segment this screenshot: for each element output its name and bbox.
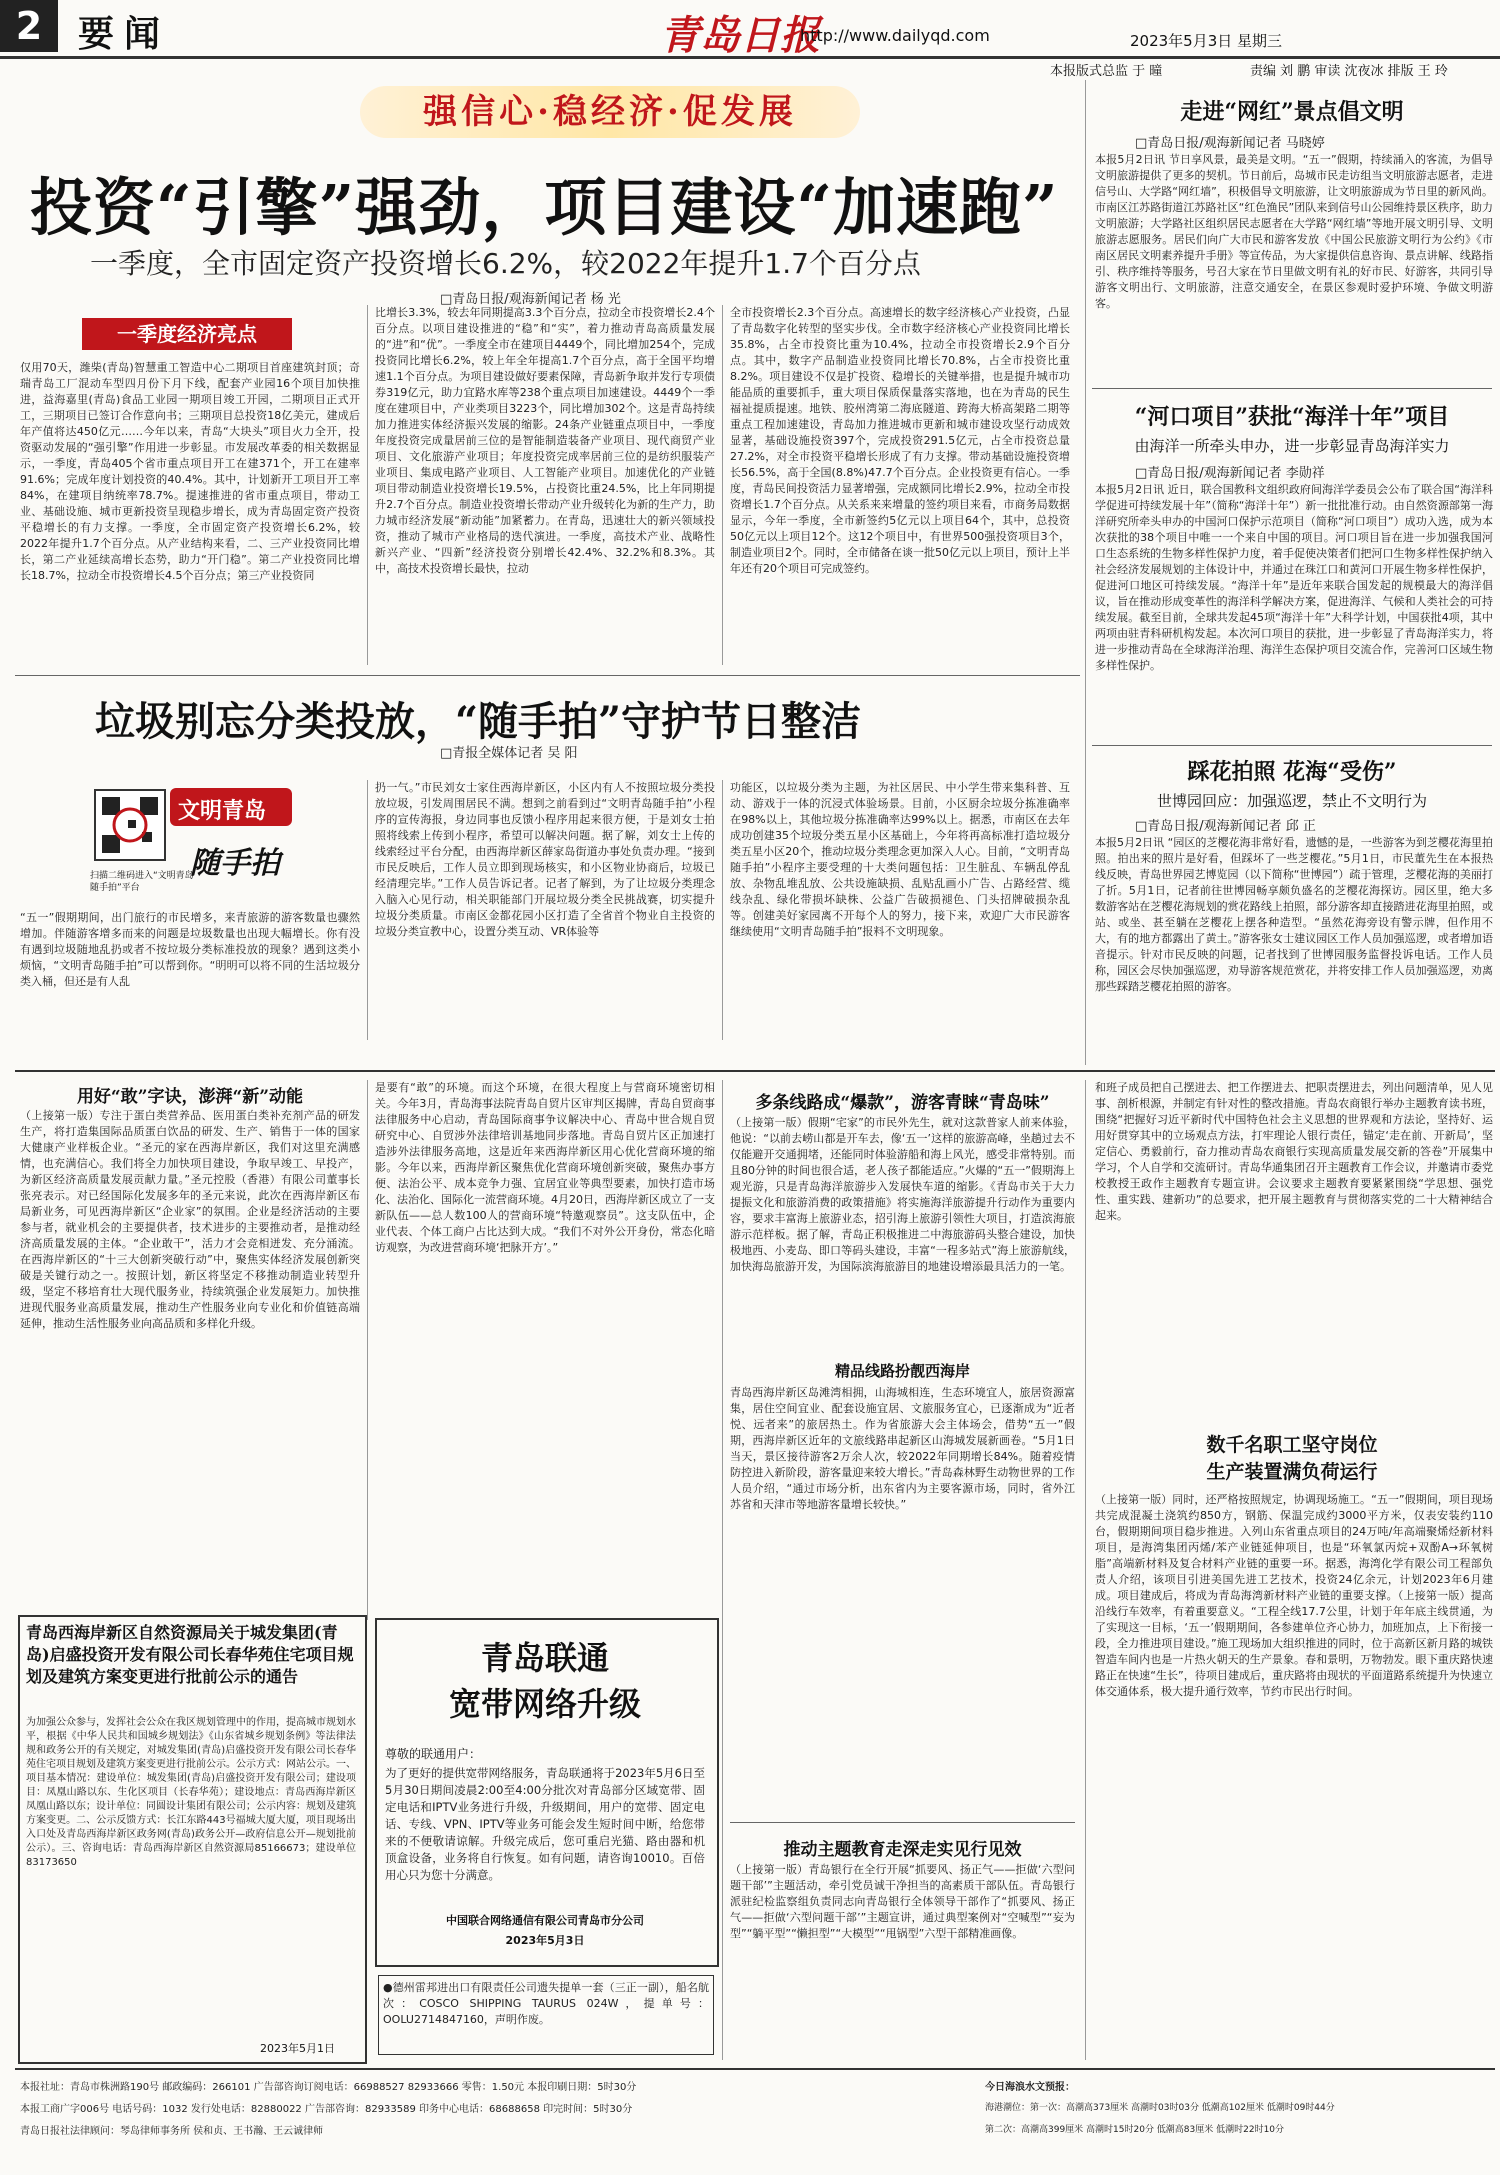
- footer-tide-1: 海港潮位：第一次：高潮高373厘米 高潮时03时03分 低潮高102厘米 低潮时09时44分: [985, 2103, 1335, 2113]
- unicom-ad-body: 为了更好的提供宽带网络服务，青岛联通将于2023年5月6日至5月30日期间凌晨2:00至4:00分批次对青岛部分区域宽带、固定电话和IPTV业务进行升级，升级期间，用户的宽带、固定电话、专线、VPN、IPTV等业务可能会发生短时间中断，给您带来的不便敬请谅解。升级完成后，您可重启光猫、路由器和机顶盒设备，业务将自行恢复。如有问题，请咨询10010。百倍用心只为您十分满意。: [385, 1766, 705, 1882]
- unicom-ad-greeting: 尊敬的联通用户：: [385, 1747, 482, 1761]
- badge-script: 随手拍: [190, 846, 280, 881]
- paper-logo: 青岛日报: [660, 12, 820, 59]
- lost-document-notice: ●德州雷邦进出口有限责任公司遗失提单一套（三正一副），船名航次：COSCO SHIPPING TAURUS 024W，提单号：OOLU2714847160，声明作废。: [378, 1975, 714, 2055]
- unicom-ad-date: 2023年5月3日: [505, 1934, 585, 1947]
- section-name: 要闻: [78, 13, 171, 55]
- garbage-column-1: “五一”假期期间，出门旅行的市民增多，来青旅游的游客数量也骤然增加。伴随游客增多而来的问题是垃圾数量也出现大幅增长。你有没有遇到垃圾随地乱扔或者不按垃圾分类标准投放的现象？遇到这类小烦恼，“文明青岛随手拍”可以帮到你。“明明可以将不同的生活垃圾分类入桶，但还是有人乱: [20, 911, 360, 988]
- website-link[interactable]: http://www.dailyqd.com: [800, 26, 990, 45]
- lower-article-3-title[interactable]: 推动主题教育走深走实见行见效: [783, 1840, 1022, 1860]
- lower-article-2-body: （上接第一版）假期“宅家”的市民外先生，就对这款普家人前来体验，他说：“以前去崂山都是开车去，像‘五一’这样的旅游高峰，坐趟过去不仅能避开交通拥堵，还能同时体验游船和海上风光，感受非常特别。而且80分钟的时间也很合适，老人孩子都能适应。”火爆的“五一”假期海上观光游，只是青岛海洋旅游步入发展快车道的缩影。《青岛市关于大力提振文化和旅游消费的政策措施》将实施海洋旅游提升行动作为重要内容，要求丰富海上旅游业态，招引海上旅游引领性大项目，打造滨海旅游示范样板。据了解，青岛正积极推进二中海旅游码头整合建设，加快极地西、小麦岛、即口等码头建设，丰富“一程多站式”海上旅游航线，加快海岛旅游开发，为国际滨海旅游目的地建设增添最具活力的一笔。: [730, 1116, 1075, 1273]
- garbage-headline[interactable]: 垃圾别忘分类投放，“随手拍”守护节日整洁: [95, 698, 862, 745]
- lower-article-1-title[interactable]: 用好“敢”字诀，澎湃“新”动能: [76, 1087, 304, 1107]
- public-notice-title[interactable]: 青岛西海岸新区自然资源局关于城发集团(青岛)启盛投资开发有限公司长春华苑住宅项目规划及建筑方案变更进行批前公示的通告: [26, 1623, 354, 1686]
- column-divider: [367, 1080, 368, 1620]
- badge-title: 文明青岛: [178, 798, 267, 824]
- column-divider: [722, 780, 723, 1040]
- page-number: 2: [0, 0, 58, 52]
- garbage-byline: □青报全媒体记者 吴 阳: [440, 746, 578, 761]
- footer-tide-2: 第二次：高潮高399厘米 高潮时15时20分 低潮高83厘米 低潮时22时10分: [985, 2125, 1285, 2135]
- unicom-ad-title[interactable]: 青岛联通 宽带网络升级: [448, 1639, 641, 1723]
- section-divider: [15, 1070, 1495, 1072]
- right-article-2-subtitle: 由海洋一所牵头申办，进一步彰显青岛海洋实力: [1134, 437, 1450, 455]
- column-divider: [1085, 1080, 1086, 2060]
- editor-line: 本报版式总监 于 曈: [1050, 64, 1163, 79]
- lead-headline[interactable]: 投资“引擎”强劲，项目建设“加速跑”: [30, 171, 1059, 244]
- section-divider: [1092, 745, 1492, 746]
- right-article-3-byline: □青岛日报/观海新闻记者 邱 正: [1135, 819, 1316, 834]
- right-article-3-title[interactable]: 踩花拍照 花海“受伤”: [1187, 759, 1397, 785]
- lower-article-1-body: （上接第一版）专注于蛋白类营养品、医用蛋白类补充剂产品的研发生产，将打造集国际品质蛋白饮品的研发、生产、销售于一体的国家大健康产业样板企业。“圣元的家在西海岸新区，我们对这里充满感情，也充满信心。我们将全力加快项目建设，争取早竣工、早投产，为新区经济高质量发展贡献力量。”圣元控股（香港）有限公司董事长张亮表示。对已经国际化发展多年的圣元来说，此次在西海岸新区布局新业务，可见西海岸新区“企业家”的氛围。企业是经济活动的主要参与者，就业机会的主要提供者，技术进步的主要推动者，是推动经济高质量发展的主体。“企业敢干”，活力才会竞相迸发、充分涌流。在西海岸新区的“十三大创新突破行动”中，聚焦实体经济发展创新突破是关键行动之一。按照计划，新区将坚定不移推动制造业转型升级，坚定不移培育壮大现代服务业，持续筑强企业发展矩力。加快推进现代服务业高质量发展，推动生产性服务业向专业化和价值链高端延伸，推动生活性服务业向高品质和多样化升级。: [20, 1109, 360, 1330]
- lower-article-3-body: （上接第一版）青岛银行在全行开展“抓要风、扬正气——拒做‘六型问题干部’”主题活动，牵引党员诚干净担当的高素质干部队伍。青岛银行派驻纪检监察组负责同志向青岛银行全体领导干部作了“抓要风、扬正气——拒做‘六型问题干部’”主题宣讲，通过典型案例对“空喊型”“妄为型”“躺平型”“懒担型”“大模型”“甩锅型”六型干部精准画像。: [730, 1863, 1075, 1940]
- editors-credits: 责编 刘 鹏 审读 沈夜冰 排版 王 玲: [1250, 64, 1448, 79]
- right-article-1-byline: □青岛日报/观海新闻记者 马晓婷: [1135, 136, 1325, 151]
- lower-article-2-subtitle: 精品线路扮靓西海岸: [834, 1362, 970, 1380]
- lead-banner: 强信心·稳经济·促发展: [360, 86, 860, 138]
- qr-caption: 扫描二维码进入“文明青岛随手拍”平台: [90, 871, 194, 893]
- lower-article-1-body-2: 是要有“敢”的环境。而这个环境，在很大程度上与营商环境密切相关。今年3月，青岛海事法院青岛自贸片区审判区揭牌，青岛自贸商事法律服务中心启动，青岛国际商事争议解决中心、青岛中世合规自贸研究中心、自贸涉外法律培训基地同步落地。青岛自贸片区正加速打造涉外法律服务高地，这是近年来西海岸新区用心优化营商环境的缩影。今年以来，西海岸新区聚焦优化营商环境创新突破，聚焦办事方便、法治公平、成本竞争力强、宜居宜业等典型要素，加快打造市场化、法治化、国际化一流营商环境。4月20日，西海岸新区成立了一支新队伍——总人数100人的营商环境“特邀观察员”。这支队伍中，企业代表、个体工商户占比达到大成。“我们不对外公开身份，常态化暗访观察，为改进营商环境‘把脉开方’。”: [375, 1081, 715, 1254]
- right-article-2-body: 本报5月2日讯 近日，联合国教科文组织政府间海洋学委员会公布了联合国“海洋科学促进可持续发展十年”（简称“海洋十年”）新一批批准行动。由自然资源部第一海洋研究所牵头申办的中国河口保护示范项目（简称“河口项目”）成功入选，成为本次获批的38个项目中唯一一个来自中国的项目。河口项目旨在进一步加强我国河口生态系统的生物多样性保护力度，着手促使决策者们把河口生物多样性保护纳入社会经济发展规划的主体设计中，并通过在珠江口和黄河口开展生物多样性保护，促进河口地区可持续发展。“海洋十年”是近年来联合国发起的规模最大的海洋倡议，旨在推动形成变革性的海洋科学解决方案，促进海洋、气候和人类社会的可持续发展。截至目前，全球共发起45项“海洋十年”大科学计划，中国获批4项，其中两项由驻青科研机构发起。本次河口项目的获批，进一步彰显了青岛海洋实力，将进一步推动青岛在全球海洋治理、海洋生态保护项目交流合作，完善河口区域生物多样性保护。: [1095, 483, 1493, 672]
- right-article-2-byline: □青岛日报/观海新闻记者 李勋祥: [1135, 466, 1325, 481]
- column-divider: [367, 305, 368, 665]
- lower-article-4-body: 和班子成员把自己摆进去、把工作摆进去、把职责摆进去，列出问题清单，见人见事、剖析根源，并制定有针对性的整改措施。青岛农商银行举办主题教育读书班，围绕“把握好习近平新时代中国特色社会主义思想的世界观和方法论，坚持好、运用好贯穿其中的立场观点方法，打牢理论人银行责任，锚定‘走在前、开新局’，坚定信心、勇毅前行，奋力推动青岛农商银行实现高质量发展交新的答卷”开展集中学习，个人自学和交流研讨。青岛华通集团召开主题教育工作会议，并邀请市委党校教授王政作主题教育专题宣讲。会议要求主题教育要紧紧围绕“学思想、强党性、重实践、建新功”的总要求，把开展主题教育与贯彻落实党的二十大精神结合起来。: [1095, 1081, 1493, 1222]
- column-divider: [367, 780, 368, 1040]
- garbage-column-3: 功能区，以垃圾分类为主题，为社区居民、中小学生带来集科普、互动、游戏于一体的沉浸式体验场景。目前，小区厨余垃圾分拣准确率在98%以上，其他垃圾分拣准确率达99%以上。据悉，市南区在去年成功创建35个垃圾分类五星小区基础上，今年将再高标准打造垃圾分类五星小区20个，推动垃圾分类理念更加深入人心。目前，“文明青岛随手拍”小程序主要受理的十大类问题包括：卫生脏乱、车辆乱停乱放、杂物乱堆乱放、公共设施缺损、乱贴乱画小广告、占路经营、缆线杂乱、绿化带损坏缺株、公益广告破损褪色、门头招牌破损杂乱等。创建美好家园离不开每个人的努力，接下来，欢迎广大市民游客继续使用“文明青岛随手拍”报料不文明现象。: [730, 781, 1070, 938]
- right-article-2-title[interactable]: “河口项目”获批“海洋十年”项目: [1134, 404, 1450, 430]
- right-article-3-body: 本报5月2日讯 “园区的芝樱花海非常好看，遗憾的是，一些游客为到芝樱花海里拍照。拍出来的照片是好看，但踩坏了一些芝樱花。”5月1日，市民董先生在本报热线反映，青岛世界园艺博览园（以下简称“世博园”）疏于管理，芝樱花海的美丽打了折。5月1日，记者前往世博园畅享颇负盛名的芝樱花海探访。园区里，绝大多数游客站在芝樱花海规划的赏花路线上拍照，部分游客却直接踏进花海里拍照，或站、或坐、甚至躺在芝樱花上摆各种造型。“虽然花海旁设有警示牌，但作用不大，有的地方都露出了黄土。”游客张女士建议园区工作人员加强巡逻，或者增加语音提示。针对市民反映的问题，记者找到了世博园服务监督投诉电话。工作人员称，园区会尽快加强巡逻，劝导游客规范赏花，并将安排工作人员加强巡逻，劝离那些踩踏芝樱花拍照的游客。: [1095, 836, 1493, 993]
- column-divider: [722, 1080, 723, 2060]
- lead-subheadline: 一季度，全市固定资产投资增长6.2%，较2022年提升1.7个百分点: [90, 247, 921, 280]
- public-notice-body: 为加强公众参与，发挥社会公众在我区规划管理中的作用，提高城市规划水平，根据《中华人民共和国城乡规划法》《山东省城乡规划条例》等法律法规和政务公开的有关规定，对城发集团(青岛)启盛投资开发有限公司长春华苑住宅项目规划及建筑方案变更进行批前公示。公示方式：网站公示。一、项目基本情况：建设单位：城发集团(青岛)启盛投资开发有限公司；建设项目：凤凰山路以东、生化区项目（长春华苑）；建设地点：青岛西海岸新区凤凰山路以东；设计单位：同圆设计集团有限公司；公示内容：规划及建筑方案变更。二、公示反馈方式：长江东路443号福城大厦大厦，项目现场出入口处及青岛西海岸新区政务网(青岛)政务公开—政府信息公开—规划批前公示）。三、咨询电话：青岛西海岸新区自然资源局85166673；建设单位83173650: [26, 1717, 356, 1868]
- footer-weather-title: 今日海浪水文预报：: [985, 2082, 1075, 2093]
- footer-line-2: 本报工商广字006号 电话号码：1032 发行处电话：82880022 广告部咨询：82933589 印务中心电话：68688658 印完时间：5时30分: [20, 2104, 633, 2115]
- lower-article-2-body-2: 青岛西海岸新区岛滩湾相拥，山海城相连，生态环境宜人，旅居资源富集，居住空间宜业、配套设施宜居、文旅服务宜心，已逐渐成为“近者悦、远者来”的旅居热土。作为省旅游大会主体场会，借势“五一”假期，西海岸新区近年的文旅线路串起新区山海城发展新画卷。“5月1日当天，景区接待游客2万余人次，较2022年同期增长84%。随着疫情防控进入新阶段，游客量迎来较大增长。”青岛森林野生动物世界的工作人员介绍，“通过市场分析，出东省内为主要客源市场，同时，省外江苏省和天津市等地游客量增长较快。”: [730, 1386, 1075, 1511]
- right-article-3-subtitle: 世博园回应：加强巡逻，禁止不文明行为: [1156, 792, 1427, 810]
- section-divider: [730, 1822, 1075, 1823]
- lead-column-3: 全市投资增长2.3个百分点。高速增长的数字经济核心产业投资，凸显了青岛数字化转型的坚实步伐。全市数字经济核心产业投资同比增长35.8%，占全市投资比重为10.4%，拉动全市投资增长2.9个百分点。其中，数字产品制造业投资同比增长70.8%，占全市投资比重8.2%。项目建设不仅是扩投资、稳增长的关键举措，也是提升城市功能品质的重要抓手，重大项目保质保量落实落地，也在为青岛的民生福祉提质提速。地铁、胶州湾第二海底隧道、跨海大桥高架路二期等重点工程加速建设，青岛加力推进城市更新和城市建设攻坚行动成效显著，基础设施投资397个，完成投资291.5亿元，占全市投资总量27.2%，对全市投资平稳增长形成了有力支撑。带动基础设施投资增长56.5%，高于全国(8.8%)47.7个百分点。企业投资更有信心。一季度，青岛民间投资活力显著增强，完成额同比增长2.9%，拉动全市投资增长1.7个百分点。从关系来来增量的签约项目来看，市商务局数据显示，今年一季度，全市新签约5亿元以上项目64个，其中，总投资50亿元以上项目12个。这12个项目中，有世界500强投资项目3个，制造业项目2个。同时，全市储备在谈一批50亿元以上项目，预计上半年还有20个项目可完成签约。: [730, 306, 1070, 575]
- issue-date: 2023年5月3日 星期三: [1130, 32, 1283, 50]
- footer-rule: [15, 2068, 1495, 2070]
- column-divider: [722, 305, 723, 665]
- garbage-column-2: 扔一气。”市民刘女士家住西海岸新区，小区内有人不按照垃圾分类投放垃圾，引发周围居民不满。想到之前看到过“文明青岛随手拍”小程序的宣传海报，身边同事也反馈小程序用起来很方便，于是刘女士拍照将线索上传到小程序，希望可以解决问题。据了解，刘女士上传的线索经过平台分配，由西海岸新区薛家岛街道办事处负责办理。“接到市民反映后，工作人员立即到现场核实，和小区物业协商后，垃圾已经清理完毕。”工作人员告诉记者。记者了解到，为了让垃圾分类理念入脑入心见行动，相关职能部门开展垃圾分类全民挑战赛，切实提升垃圾分类质量。市南区金都花园小区打造了全省首个物业自主投资的垃圾分类宣教中心，设置分类互动、VR体验等: [375, 781, 715, 938]
- lower-article-5-body: （上接第一版）同时，还严格按照规定，协调现场施工。“五一”假期间，项目现场共完成混凝土浇筑约850方，钢筋、保温完成约3000平方米，仅表安装约110台，假期期间项目稳步推进。入列山东省重点项目的24万吨/年高端聚烯烃新材料项目，是海湾集团丙烯/苯产业链延伸项目，也是“环氧氯丙烷+双酚A→环氧树脂”高端新材料及复合材料产业链的重要一环。据悉，海湾化学有限公司工程部负责人介绍，该项目引进美国先进工艺技术，投资24亿余元，计划2023年6月建成。项目建成后，将成为青岛海湾新材料产业链的重要支撑。（上接第一版）提高沿线行车效率，有着重要意义。“工程全线17.7公里，计划于年年底主线贯通，为了实现这一目标，‘五一’假期期间，各参建单位齐心协力，加班加点，上下衔接一段，全力推进项目建设。”施工现场加大组织推进的同时，位于高新区新月路的城铁智造车间内也是一片热火朝天的生产景象。春和景明，万物勃发。眼下重庆路快速路正在快速“生长”，待项目建成后，重庆路将由现状的平面道路系统提升为快速立体交通体系，极大提升通行效率，节约市民出行时间。: [1095, 1493, 1493, 1698]
- lead-column-1: 仅用70天，潍柴(青岛)智慧重工智造中心二期项目首座建筑封顶；奇瑞青岛工厂混动车型四月份下月下线，配套产业园16个项目加快推进，益海嘉里(青岛)食品工业园一期项目竣工开园，二期项目正式开工，三期项目已签订合作意向书；三期项目总投资18亿美元，建成后年产值将达450亿元……今年以来，青岛“大块头”项目火力全开，投资驱动发展的“强引擎”作用进一步彰显。市发展改革委的相关数据显示，一季度，青岛405个省市重点项目开工在建371个，开工在建率91.6%；完成年度计划投资的40.4%。其中，计划新开工项目开工率84%，在建项目纳统率78.7%。提速推进的省市重点项目，带动工业、基础设施、城市更新投资呈现稳步增长，成为青岛固定资产投资平稳增长的有力支撑。一季度，全市固定资产投资增长6.2%，较2022年提升1.7个百分点。从产业结构来看，二、三产业投资同比增长，第二产业延续高增长态势，助力“开门稳”。第二产业投资同比增长18.7%，拉动全市投资增长4.5个百分点；第三产业投资同: [20, 361, 360, 582]
- right-article-1-title[interactable]: 走进“网红”景点倡文明: [1180, 99, 1404, 125]
- lower-article-2-title[interactable]: 多条线路成“爆款”，游客青睐“青岛味”: [755, 1093, 1050, 1113]
- lead-column-2: 比增长3.3%，较去年同期提高3.3个百分点，拉动全市投资增长2.4个百分点。以项目建设推进的“稳”和“实”，着力推动青岛高质量发展的“进”和“优”。一季度全市在建项目4449个，同比增加254个，完成投资同比增长6.2%，较上年全年提高1.7个百分点，高于全国平均增速1.1个百分点。为项目建设做好要素保障，青岛新争取并发行专项债券319亿元，助力宜路水库等238个重点项目加速建设。4449个一季度在建项目中，产业类项目3223个，同比增加302个。这是青岛持续加力推进实体经济振兴发展的缩影。24条产业链重点项目中，一季度年度投资完成量居前三位的是智能制造装备产业项目、现代商贸产业项目、文化旅游产业项目；年度投资完成率居前三位的是纺织服装产业项目、集成电路产业项目、人工智能产业项目。加速优化的产业链项目带动制造业投资增长19.5%，占投资比重24.5%，比上年同期提升2.7个百分点。制造业投资增长带动产业升级转化为新的生产力，助力城市经济发展“新动能”加紧蓄力。在青岛，迅速壮大的新兴领域投资，推动了城市产业格局的迭代演进。一季度，高技术产业、战略性新兴产业、“四新”经济投资分别增长42.4%、32.2%和8.3%。其中，高技术投资增长最快，拉动: [375, 306, 715, 575]
- right-article-1-body: 本报5月2日讯 节日享风景，最美是文明。“五一”假期，持续涌入的客流，为倡导文明旅游提供了更多的契机。节日前后，岛城市民走访组当文明旅游志愿者，走进信号山、大学路“网红墙”，积极倡导文明旅游，让文明旅游成为节日里的新风尚。市南区江苏路街道江苏路社区“红色渔民”团队来到信号山公园维持景区秩序，助力文明旅游；大学路社区组织居民志愿者在大学路“网红墙”等地开展文明引导、文明旅游志愿服务。居民们向广大市民和游客发放《中国公民旅游文明行为公约》《市南区居民文明素养提升手册》等宣传品，为大家提供信息咨询、景点讲解、线路指引、秩序维持等服务，号召大家在节日里做文明有礼的好市民、好游客，共同引导游客文明出行、文明旅游，注意交通安全，在景区参观时爱护环境、争做文明游客。: [1095, 153, 1493, 310]
- right-column-divider: [1085, 80, 1086, 1065]
- lead-byline: □青岛日报/观海新闻记者 杨 光: [440, 292, 621, 307]
- section-divider: [15, 675, 1080, 676]
- footer-line-1: 本报社址：青岛市株洲路190号 邮政编码：266101 广告部咨询订阅电话：66988527 82933666 零售：1.50元 本报印刷日期：5时30分: [20, 2082, 637, 2093]
- unicom-ad-signoff: 中国联合网络通信有限公司青岛市分公司: [446, 1914, 644, 1927]
- lower-article-5-title[interactable]: 数千名职工坚守岗位 生产装置满负荷运行: [1206, 1434, 1378, 1483]
- footer-line-3: 青岛日报社法律顾问：琴岛律师事务所 侯和贞、王书瀚、王云诚律师: [20, 2126, 324, 2137]
- lead-tag: 一季度经济亮点: [82, 318, 292, 350]
- public-notice-date: 2023年5月1日: [260, 2042, 335, 2055]
- section-divider: [1092, 388, 1492, 389]
